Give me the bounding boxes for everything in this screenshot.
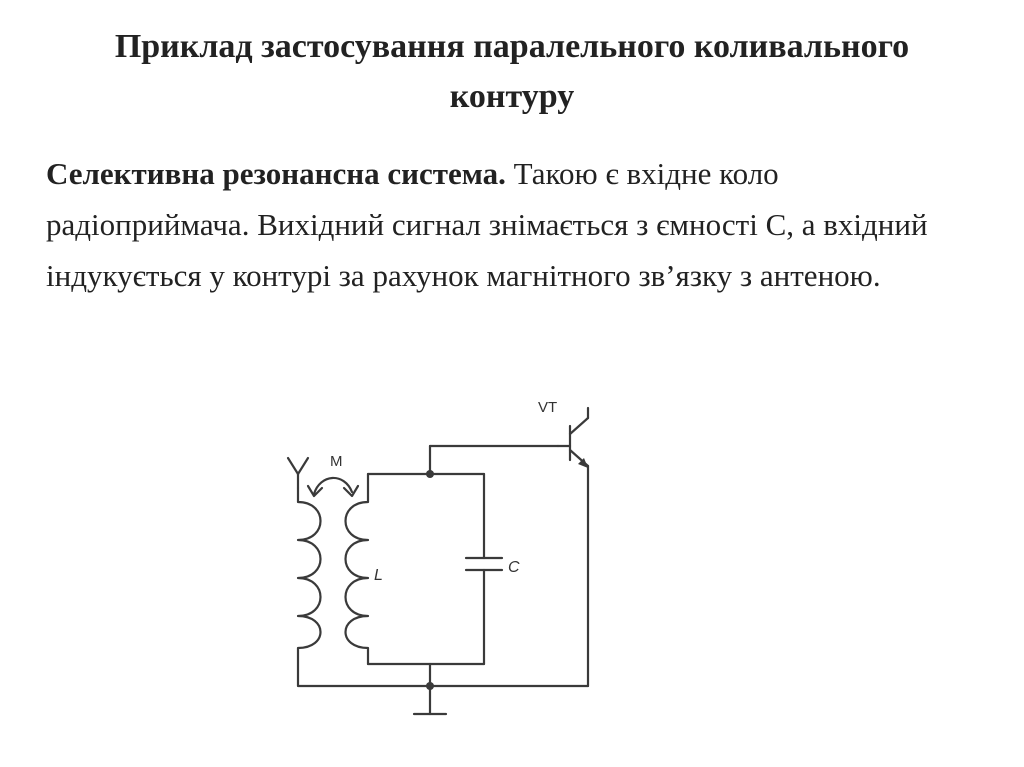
junction-dot-bottom — [426, 682, 434, 690]
label-l: L — [374, 567, 383, 584]
body-paragraph — [46, 148, 986, 301]
slide-title — [0, 22, 1024, 122]
label-m: M — [330, 453, 343, 470]
junction-dot-top — [426, 470, 434, 478]
label-c: C — [508, 559, 520, 576]
antenna-symbol — [288, 458, 308, 488]
label-vt: VT — [538, 399, 558, 416]
parallel-lc-circuit-diagram — [270, 390, 610, 720]
primary-coil — [298, 488, 430, 686]
title-line-1: Приклад застосування паралельного коливального — [114, 28, 910, 65]
paragraph-bold-lead: Селективна резонансна система. — [46, 156, 506, 191]
inductor-coil-L — [346, 474, 369, 664]
paragraph-text: Такою є вхідне коло радіоприймача. Вихідний сигнал знімається з ємності С, а вхідний індукується у контурі за рахунок магнітного зв’язку з антеною. — [46, 156, 928, 293]
transistor-collector — [570, 418, 588, 434]
title-line-2: контуру — [449, 78, 575, 115]
